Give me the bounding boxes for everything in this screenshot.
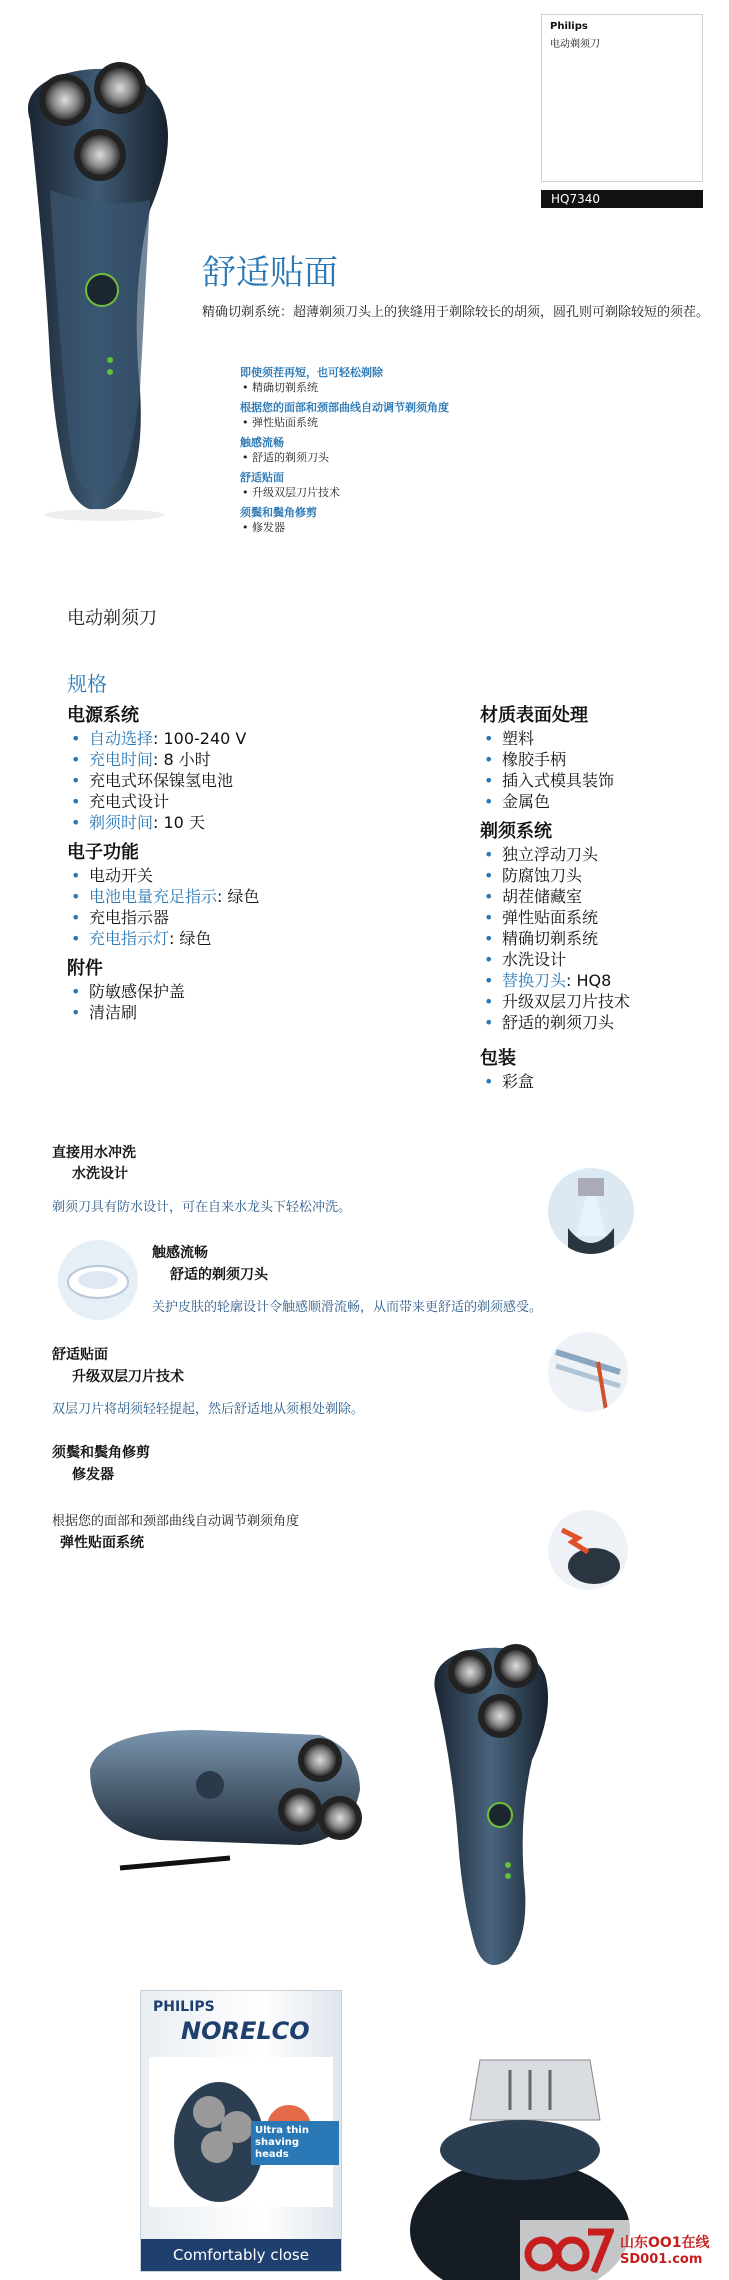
package-box bbox=[140, 1990, 342, 2272]
spec-item bbox=[67, 791, 367, 812]
benefit-subheading: 弹性贴面系统 bbox=[60, 1535, 144, 1551]
spec-value: 清洁刷 bbox=[89, 1003, 138, 1022]
water-rinse-image bbox=[548, 1168, 634, 1254]
spec-value: 金属色 bbox=[502, 792, 551, 811]
spec-item bbox=[480, 1071, 729, 1092]
benefit-description: 双层刀片将胡须轻轻提起，然后舒适地从须根处剃除。 bbox=[52, 1402, 365, 1417]
spec-item bbox=[480, 728, 729, 749]
package-badge: Ultra thin shaving heads bbox=[251, 2121, 339, 2165]
spec-value: 彩盒 bbox=[502, 1072, 535, 1091]
spec-value: 防腐蚀刀头 bbox=[502, 866, 583, 885]
spec-value: 防敏感保护盖 bbox=[89, 982, 186, 1001]
feature-heading: 须鬓和鬓角修剪 bbox=[240, 506, 317, 519]
spec-key: 充电时间 bbox=[89, 750, 154, 769]
spec-item bbox=[67, 749, 367, 770]
benefit-description: 关护皮肤的轮廓设计令触感顺滑流畅，从而带来更舒适的剃须感受。 bbox=[152, 1300, 543, 1315]
package-logo: NORELCO bbox=[181, 2017, 310, 2045]
feature-heading: 触感流畅 bbox=[240, 436, 284, 449]
spec-key: 自动选择 bbox=[89, 729, 154, 748]
feature-item bbox=[240, 366, 600, 395]
benefit-heading: 舒适贴面 bbox=[52, 1347, 108, 1363]
spec-value: 充电指示器 bbox=[89, 908, 170, 927]
spec-item bbox=[67, 770, 367, 791]
spec-title: 规格 bbox=[67, 672, 107, 696]
benefit-subheading: 修发器 bbox=[72, 1467, 114, 1483]
benefit-subheading: 水洗设计 bbox=[72, 1166, 128, 1182]
spec-value: 弹性贴面系统 bbox=[502, 908, 599, 927]
flex-system-image bbox=[548, 1510, 628, 1590]
spec-group-heading: 包装 bbox=[480, 1048, 516, 1069]
package-brand: PHILIPS bbox=[153, 1999, 215, 2015]
benefit-heading: 直接用水冲洗 bbox=[52, 1145, 136, 1161]
spec-group-heading: 材质表面处理 bbox=[480, 705, 588, 726]
feature-list bbox=[240, 360, 600, 535]
shaver-standing-image bbox=[420, 1640, 580, 1980]
feature-bullet: • 升级双层刀片技术 bbox=[240, 485, 600, 500]
package-tagline: Comfortably close bbox=[141, 2239, 341, 2271]
spec-item bbox=[67, 865, 367, 886]
spec-value: 独立浮动刀头 bbox=[502, 845, 599, 864]
spec-value: 充电式环保镍氢电池 bbox=[89, 771, 234, 790]
spec-item bbox=[67, 886, 367, 907]
watermark-text: 山东OO1在线 bbox=[620, 2235, 710, 2251]
spec-item bbox=[67, 812, 367, 833]
spec-value: 电动开关 bbox=[89, 866, 154, 885]
watermark-logo-icon bbox=[524, 2226, 614, 2276]
spec-item bbox=[480, 886, 729, 907]
benefit-description: 剃须刀具有防水设计，可在自来水龙头下轻松冲洗。 bbox=[52, 1200, 352, 1215]
hero-title: 舒适贴面 bbox=[202, 253, 338, 293]
dual-blade-image bbox=[548, 1332, 628, 1412]
spec-key: 替换刀头 bbox=[502, 971, 567, 990]
spec-item bbox=[480, 949, 729, 970]
spec-item bbox=[480, 991, 729, 1012]
spec-value: 精确切剃系统 bbox=[502, 929, 599, 948]
benefit-subheading: 舒适的剃须刀头 bbox=[170, 1267, 268, 1283]
spec-item bbox=[480, 791, 729, 812]
spec-group-heading: 附件 bbox=[67, 958, 103, 979]
spec-item bbox=[480, 928, 729, 949]
spec-item bbox=[480, 844, 729, 865]
feature-bullet: • 精确切剃系统 bbox=[240, 380, 600, 395]
spec-item bbox=[67, 928, 367, 949]
feature-item bbox=[240, 471, 600, 500]
brand-name: Philips bbox=[550, 21, 588, 32]
specs-left-column bbox=[67, 696, 367, 1023]
benefit-heading: 须鬓和鬓角修剪 bbox=[52, 1445, 150, 1461]
spec-value: 升级双层刀片技术 bbox=[502, 992, 631, 1011]
spec-key: 剃须时间 bbox=[89, 813, 154, 832]
feature-bullet: • 弹性贴面系统 bbox=[240, 415, 600, 430]
spec-value: 充电式设计 bbox=[89, 792, 170, 811]
spec-value: 舒适的剃须刀头 bbox=[502, 1013, 615, 1032]
spec-group-heading: 剃须系统 bbox=[480, 821, 552, 842]
feature-item bbox=[240, 401, 600, 430]
specs-right-column bbox=[480, 696, 729, 1092]
comfort-head-image bbox=[58, 1240, 138, 1320]
spec-value: : 100-240 V bbox=[153, 729, 247, 748]
benefit-heading: 触感流畅 bbox=[152, 1245, 208, 1261]
spec-item bbox=[480, 1012, 729, 1033]
hero-description: 精确切剃系统：超薄剃须刀头上的狭缝用于剃除较长的胡须，圆孔则可剃除较短的须茬。 bbox=[202, 305, 710, 320]
spec-value: 水洗设计 bbox=[502, 950, 567, 969]
brand-box bbox=[541, 14, 703, 182]
section-title: 电动剃须刀 bbox=[67, 608, 157, 629]
spec-item bbox=[480, 770, 729, 791]
spec-item bbox=[67, 728, 367, 749]
feature-bullet: • 舒适的剃须刀头 bbox=[240, 450, 600, 465]
spec-value: : 8 小时 bbox=[153, 750, 211, 769]
spec-group-heading: 电子功能 bbox=[67, 842, 139, 863]
spec-item bbox=[67, 981, 367, 1002]
feature-heading: 即使须茬再短，也可轻松剃除 bbox=[240, 366, 383, 379]
spec-value: 塑料 bbox=[502, 729, 535, 748]
spec-key: 充电指示灯 bbox=[89, 929, 170, 948]
product-category: 电动剃须刀 bbox=[550, 39, 600, 50]
feature-bullet: • 修发器 bbox=[240, 520, 600, 535]
benefit-description: 根据您的面部和颈部曲线自动调节剃须角度 bbox=[52, 1514, 300, 1529]
spec-item bbox=[67, 907, 367, 928]
spec-value: : HQ8 bbox=[566, 971, 612, 990]
spec-value: 橡胶手柄 bbox=[502, 750, 567, 769]
feature-item bbox=[240, 506, 600, 535]
feature-item bbox=[240, 436, 600, 465]
spec-group-heading: 电源系统 bbox=[67, 705, 139, 726]
spec-value: : 10 天 bbox=[153, 813, 205, 832]
spec-item bbox=[480, 865, 729, 886]
spec-key: 电池电量充足指示 bbox=[89, 887, 218, 906]
spec-item bbox=[67, 1002, 367, 1023]
spec-value: 胡茬储藏室 bbox=[502, 887, 583, 906]
hero-shaver-image bbox=[10, 60, 200, 530]
model-number: HQ7340 bbox=[541, 190, 703, 208]
spec-value: : 绿色 bbox=[217, 887, 260, 906]
benefit-subheading: 升级双层刀片技术 bbox=[72, 1369, 184, 1385]
spec-value: 插入式模具装饰 bbox=[502, 771, 615, 790]
site-watermark bbox=[520, 2220, 729, 2280]
feature-heading: 根据您的面部和颈部曲线自动调节剃须角度 bbox=[240, 401, 449, 414]
spec-item bbox=[480, 970, 729, 991]
feature-heading: 舒适贴面 bbox=[240, 471, 284, 484]
spec-value: : 绿色 bbox=[169, 929, 212, 948]
spec-item bbox=[480, 749, 729, 770]
shaver-lying-image bbox=[80, 1690, 390, 1890]
spec-item bbox=[480, 907, 729, 928]
watermark-url: SD001.com bbox=[620, 2252, 703, 2267]
